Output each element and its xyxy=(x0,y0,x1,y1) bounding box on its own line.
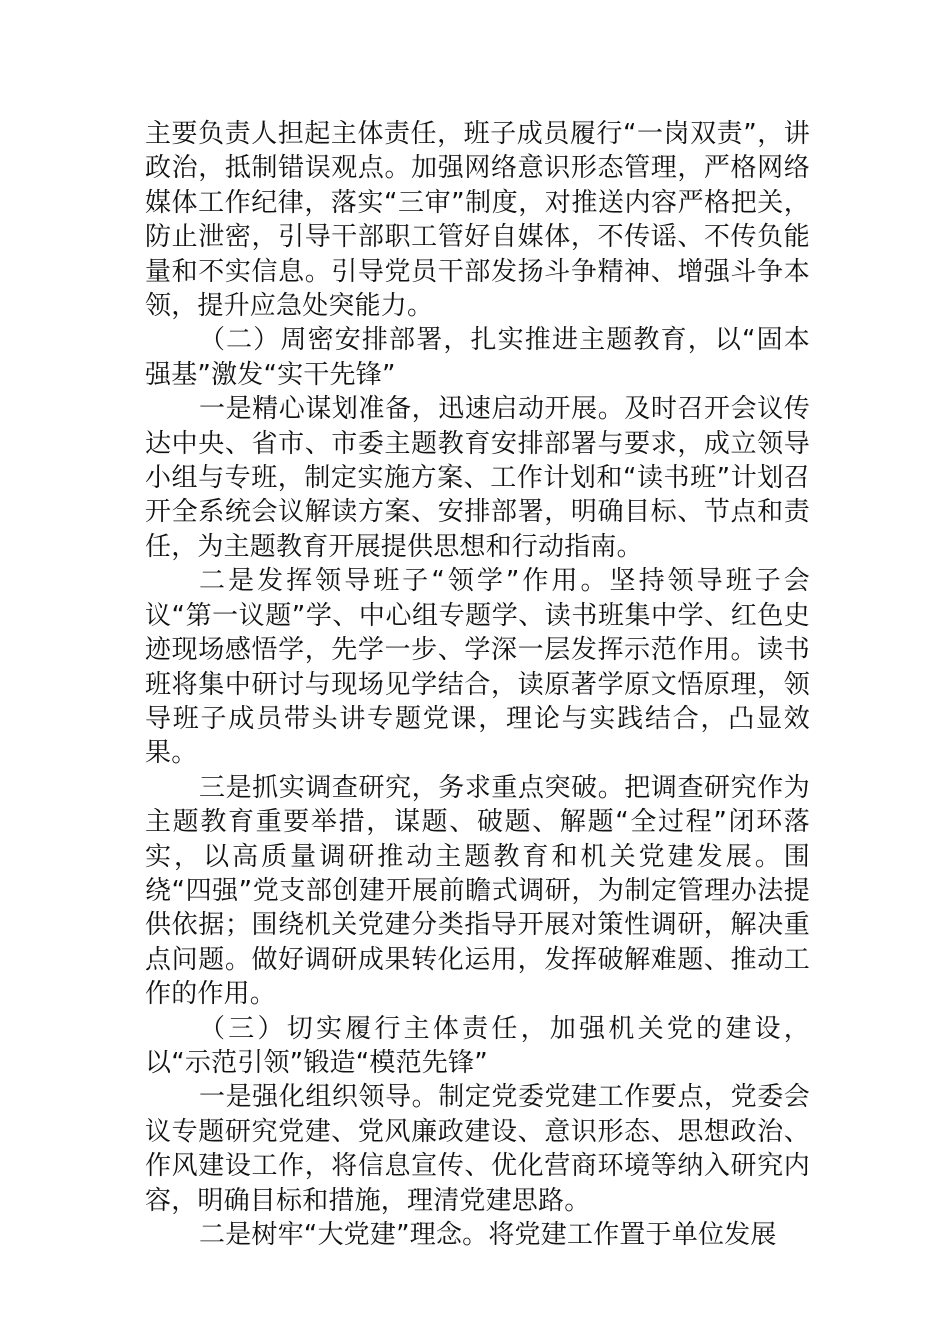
paragraph: 一是强化组织领导。制定党委党建工作要点，党委会议专题研究党建、党风廉政建设、意识形态、思想政治、作风建设工作，将信息宣传、优化营商环境等纳入研究内容，明确目标和措施，理清党建思路。 xyxy=(145,1082,810,1216)
section-heading-2: （二）周密安排部署，扎实推进主题教育，以“固本强基”激发“实干先锋” xyxy=(145,325,810,390)
body-text xyxy=(145,117,810,1252)
paragraph-continued: 主要负责人担起主体责任，班子成员履行“一岗双责”，讲政治，抵制错误观点。加强网络意识形态管理，严格网络媒体工作纪律，落实“三审”制度，对推送内容严格把关，防止泄密，引导干部职工管好自媒体，不传谣、不传负能量和不实信息。引导党员干部发扬斗争精神、增强斗争本领，提升应急处突能力。 xyxy=(145,119,810,322)
paragraph: 一是精心谋划准备，迅速启动开展。及时召开会议传达中央、省市、市委主题教育安排部署与要求，成立领导小组与专班，制定实施方案、工作计划和“读书班”计划召开全系统会议解读方案、安排部署，明确目标、节点和责任，为主题教育开展提供思想和行动指南。 xyxy=(145,394,810,562)
paragraph: 三是抓实调查研究，务求重点突破。把调查研究作为主题教育重要举措，谋题、破题、解题“全过程”闭环落实，以高质量调研推动主题教育和机关党建发展。围绕“四强”党支部创建开展前瞻式调研，为制定管理办法提供依据；围绕机关党建分类指导开展对策性调研，解决重点问题。做好调研成果转化运用，发挥破解难题、推动工作的作用。 xyxy=(145,772,810,1010)
paragraph: 二是树牢“大党建”理念。将党建工作置于单位发展 xyxy=(199,1220,777,1250)
paragraph: 二是发挥领导班子“领学”作用。坚持领导班子会议“第一议题”学、中心组专题学、读书班集中学、红色史迹现场感悟学，先学一步、学深一层发挥示范作用。读书班将集中研讨与现场见学结合，读原著学原文悟原理，领导班子成员带头讲专题党课，理论与实践结合，凸显效果。 xyxy=(145,566,810,769)
section-heading-3: （三）切实履行主体责任，加强机关党的建设，以“示范引领”锻造“模范先锋” xyxy=(145,1013,810,1078)
